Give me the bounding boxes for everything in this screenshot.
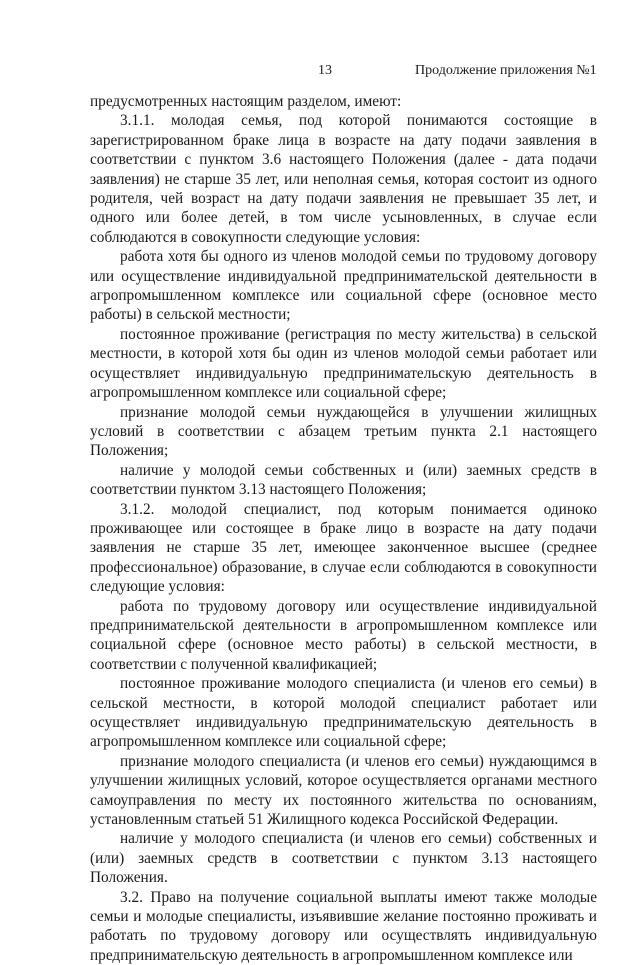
paragraph: работа хотя бы одного из членов молодой семьи по трудовому договору или осуществление индивидуальной предпринимательской деятельности в агропромышленном комплексе или социальной сфере (основное место работы) в сельской местности; <box>90 248 597 324</box>
paragraph: предусмотренных настоящим разделом, имеют: <box>90 93 402 110</box>
paragraph: постоянное проживание молодого специалиста (и членов его семьи) в сельской местности, в которой молодой специалист работает или осуществляет индивидуальную предпринимательскую деятельность в агропромышленном комплексе или социальной сфере; <box>90 675 597 751</box>
paragraph: 3.1.1. молодая семья, под которой понимаются состоящие в зарегистрированном браке лица в возрасте на дату подачи заявления в соответствии с пунктом 3.6 настоящего Положения (далее - дата подачи заявления) не старше 35 лет, или неполная семья, которая состоит из одного родителя, чей возраст на дату подачи заявления не превышает 35 лет, и одного или более детей, в том числе усыновленных, в случае если соблюдаются в совокупности следующие условия: <box>90 112 597 246</box>
paragraph: работа по трудовому договору или осуществление индивидуальной предпринимательской деятельности в агропромышленном комплексе или социальной сфере (основное место работы) в сельской местности, в соответствии с полученной квалификацией; <box>90 597 597 673</box>
paragraph: постоянное проживание (регистрация по месту жительства) в сельской местности, в которой хотя бы один из членов молодой семьи работает или осуществляет индивидуальную предпринимательскую деятельность в агропромышленном комплексе или социальной сфере; <box>90 325 597 402</box>
appendix-note: Продолжение приложения №1 <box>415 63 597 78</box>
paragraph: признание молодой семьи нуждающейся в улучшении жилищных условий в соответствии с абзацем третьим пункта 2.1 настоящего Положения; <box>90 403 597 460</box>
paragraph: признание молодого специалиста (и членов его семьи) нуждающимся в улучшении жилищных условий, которое осуществляется органами местного самоуправления по месту их постоянного жительства по основаниям, установленным статьей 51 Жилищного кодекса Российской Федерации. <box>90 752 597 829</box>
paragraph: наличие у молодого специалиста (и членов его семьи) собственных и (или) заемных средств в соответствии с пунктом 3.13 настоящего Положения. <box>90 830 597 887</box>
body-text <box>90 92 597 965</box>
paragraph: 3.1.2. молодой специалист, под которым понимается одиноко проживающее или состоящее в браке лицо в возрасте на дату подачи заявления не старше 35 лет, имеющее законченное высшее (среднее профессиональное) образование, в случае если соблюдаются в совокупности следующие условия: <box>90 500 597 596</box>
page-number: 13 <box>318 63 332 78</box>
paragraph: наличие у молодой семьи собственных и (или) заемных средств в соответствии пунктом 3.13 настоящего Положения; <box>90 461 597 499</box>
paragraph: 3.2. Право на получение социальной выплаты имеют также молодые семьи и молодые специалисты, изъявившие желание постоянно проживать и работать по трудовому договору или осуществлять индивидуальную предпринимательскую деятельность в агропромышленном комплексе или <box>90 888 597 964</box>
